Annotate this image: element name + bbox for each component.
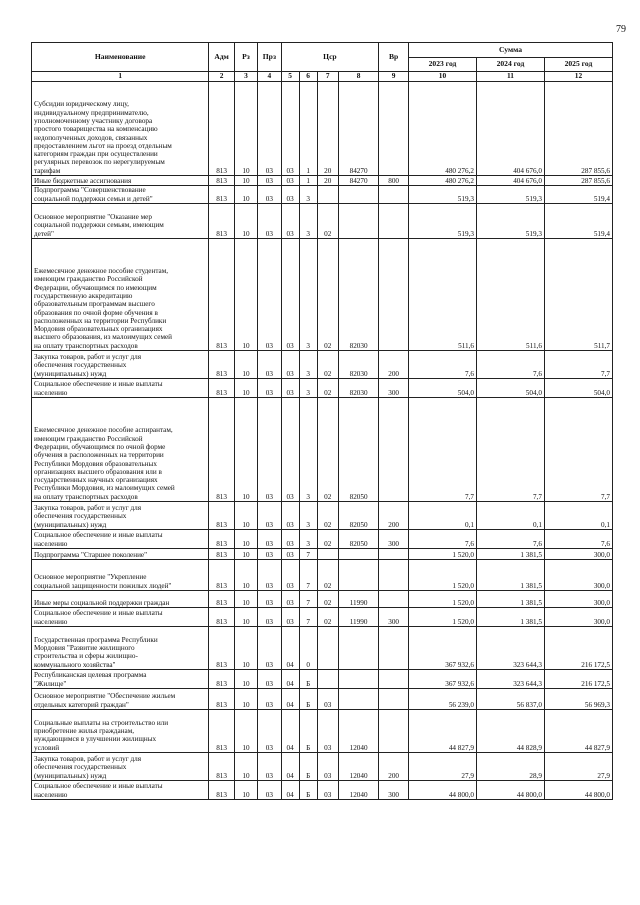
row-name: Социальное обеспечение и иные выплаты населению xyxy=(32,530,209,549)
row-csr-3: 20 xyxy=(317,82,338,176)
row-adm: 813 xyxy=(209,239,234,351)
row-sum-2024: 28,9 xyxy=(476,753,544,781)
row-csr-1: 04 xyxy=(281,781,299,800)
row-csr-3: 02 xyxy=(317,351,338,379)
row-vr: 800 xyxy=(379,176,409,186)
table-row xyxy=(32,591,613,608)
row-csr-2: 3 xyxy=(299,502,317,530)
row-name: Иные бюджетные ассигнования xyxy=(32,176,209,186)
row-sum-2024: 1 381,5 xyxy=(476,591,544,608)
row-sum-2024: 504,0 xyxy=(476,379,544,398)
table-row xyxy=(32,753,613,781)
row-rz: 10 xyxy=(234,351,257,379)
row-adm: 813 xyxy=(209,627,234,670)
row-rz: 10 xyxy=(234,670,257,689)
table-row xyxy=(32,549,613,560)
row-csr-2: 1 xyxy=(299,176,317,186)
row-name: Ежемесячное денежное пособие студентам, имеющим гражданство Российской Федерации, обучающимся по имеющим государственную аккредитацию образовательным программам высшего образования по очной форме обучения в расположенных на территории Республики Мордовия образовательных организациях высшего образования, из малоимущих семей на оплату транспортных расходов xyxy=(32,239,209,351)
column-number: 12 xyxy=(544,72,612,82)
row-sum-2025: 300,0 xyxy=(544,560,612,591)
row-sum-2023: 7,6 xyxy=(409,530,477,549)
row-vr xyxy=(379,239,409,351)
row-csr-4 xyxy=(338,670,378,689)
row-sum-2023: 1 520,0 xyxy=(409,560,477,591)
row-sum-2024: 404 676,0 xyxy=(476,82,544,176)
table-body xyxy=(32,82,613,800)
column-number: 11 xyxy=(476,72,544,82)
row-csr-2: 7 xyxy=(299,591,317,608)
row-csr-1: 03 xyxy=(281,502,299,530)
table-row xyxy=(32,530,613,549)
row-csr-4: 82050 xyxy=(338,502,378,530)
row-sum-2025: 7,7 xyxy=(544,351,612,379)
row-csr-1: 03 xyxy=(281,351,299,379)
row-prz: 03 xyxy=(258,608,281,627)
row-csr-3: 02 xyxy=(317,239,338,351)
row-name: Республиканская целевая программа "Жилище" xyxy=(32,670,209,689)
row-csr-4: 84270 xyxy=(338,176,378,186)
row-sum-2024: 44 828,9 xyxy=(476,710,544,753)
row-name: Закупка товаров, работ и услуг для обеспечения государственных (муниципальных) нужд xyxy=(32,351,209,379)
row-rz: 10 xyxy=(234,710,257,753)
row-csr-4 xyxy=(338,560,378,591)
row-sum-2024: 323 644,3 xyxy=(476,627,544,670)
table-row xyxy=(32,239,613,351)
row-name: Государственная программа Республики Мордовия "Развитие жилищного строительства и сферы жилищно- коммунального хозяйства" xyxy=(32,627,209,670)
row-rz: 10 xyxy=(234,627,257,670)
table-row xyxy=(32,379,613,398)
row-csr-1: 03 xyxy=(281,398,299,502)
row-csr-2: 3 xyxy=(299,204,317,239)
row-csr-2: 3 xyxy=(299,351,317,379)
row-sum-2023: 519,3 xyxy=(409,186,477,204)
row-csr-1: 04 xyxy=(281,753,299,781)
row-csr-4: 12040 xyxy=(338,710,378,753)
column-number: 9 xyxy=(379,72,409,82)
row-sum-2024: 56 837,0 xyxy=(476,689,544,710)
budget-table xyxy=(31,42,613,800)
row-sum-2023: 504,0 xyxy=(409,379,477,398)
row-adm: 813 xyxy=(209,591,234,608)
column-number: 2 xyxy=(209,72,234,82)
row-sum-2025: 519,4 xyxy=(544,186,612,204)
row-sum-2025: 300,0 xyxy=(544,591,612,608)
row-sum-2023: 44 827,9 xyxy=(409,710,477,753)
row-sum-2024: 7,6 xyxy=(476,530,544,549)
row-prz: 03 xyxy=(258,502,281,530)
row-csr-2: 1 xyxy=(299,82,317,176)
row-vr xyxy=(379,82,409,176)
row-name: Закупка товаров, работ и услуг для обеспечения государственных (муниципальных) нужд xyxy=(32,753,209,781)
row-csr-3: 03 xyxy=(317,753,338,781)
row-name: Иные меры социальной поддержки граждан xyxy=(32,591,209,608)
row-sum-2024: 1 381,5 xyxy=(476,549,544,560)
row-sum-2024: 7,6 xyxy=(476,351,544,379)
row-vr xyxy=(379,591,409,608)
row-vr xyxy=(379,549,409,560)
header-year-2024: 2024 год xyxy=(476,58,544,72)
row-sum-2025: 504,0 xyxy=(544,379,612,398)
row-csr-3: 03 xyxy=(317,689,338,710)
row-csr-3 xyxy=(317,549,338,560)
row-prz: 03 xyxy=(258,204,281,239)
row-csr-3: 02 xyxy=(317,530,338,549)
row-name: Основное мероприятие "Обеспечение жильем отдельных категорий граждан" xyxy=(32,689,209,710)
page-number: 79 xyxy=(616,24,626,35)
row-sum-2023: 1 520,0 xyxy=(409,608,477,627)
row-prz: 03 xyxy=(258,82,281,176)
table-row xyxy=(32,398,613,502)
row-sum-2024: 7,7 xyxy=(476,398,544,502)
row-vr xyxy=(379,670,409,689)
row-csr-3: 02 xyxy=(317,591,338,608)
row-adm: 813 xyxy=(209,689,234,710)
row-prz: 03 xyxy=(258,398,281,502)
row-adm: 813 xyxy=(209,351,234,379)
header-prz: Прз xyxy=(258,43,281,72)
header-csr: Цср xyxy=(281,43,379,72)
row-csr-4: 82050 xyxy=(338,398,378,502)
row-csr-4 xyxy=(338,204,378,239)
row-csr-3 xyxy=(317,627,338,670)
table-row xyxy=(32,608,613,627)
row-csr-1: 03 xyxy=(281,176,299,186)
row-csr-1: 04 xyxy=(281,689,299,710)
row-name: Подпрограмма "Совершенствование социальной поддержки семьи и детей" xyxy=(32,186,209,204)
row-csr-1: 03 xyxy=(281,549,299,560)
header-year-2025: 2025 год xyxy=(544,58,612,72)
row-vr: 300 xyxy=(379,781,409,800)
table-header xyxy=(32,43,613,82)
row-sum-2024: 1 381,5 xyxy=(476,560,544,591)
table-row xyxy=(32,82,613,176)
row-rz: 10 xyxy=(234,689,257,710)
table-row xyxy=(32,502,613,530)
row-csr-4: 12040 xyxy=(338,753,378,781)
row-vr: 200 xyxy=(379,351,409,379)
row-rz: 10 xyxy=(234,591,257,608)
row-sum-2023: 7,6 xyxy=(409,351,477,379)
row-prz: 03 xyxy=(258,186,281,204)
row-sum-2024: 1 381,5 xyxy=(476,608,544,627)
row-rz: 10 xyxy=(234,502,257,530)
row-vr: 200 xyxy=(379,753,409,781)
row-rz: 10 xyxy=(234,82,257,176)
row-adm: 813 xyxy=(209,608,234,627)
row-csr-3: 03 xyxy=(317,710,338,753)
row-prz: 03 xyxy=(258,710,281,753)
row-vr: 300 xyxy=(379,379,409,398)
row-adm: 813 xyxy=(209,560,234,591)
row-sum-2023: 480 276,2 xyxy=(409,176,477,186)
row-csr-3: 02 xyxy=(317,204,338,239)
row-sum-2025: 216 172,5 xyxy=(544,627,612,670)
row-name: Основное мероприятие "Укрепление социальной защищенности пожилых людей" xyxy=(32,560,209,591)
column-number: 1 xyxy=(32,72,209,82)
row-csr-2: Б xyxy=(299,753,317,781)
row-sum-2023: 1 520,0 xyxy=(409,549,477,560)
table-row xyxy=(32,781,613,800)
row-sum-2025: 7,6 xyxy=(544,530,612,549)
row-sum-2024: 511,6 xyxy=(476,239,544,351)
row-sum-2024: 404 676,0 xyxy=(476,176,544,186)
row-csr-4 xyxy=(338,627,378,670)
column-number: 7 xyxy=(317,72,338,82)
row-prz: 03 xyxy=(258,781,281,800)
row-csr-4: 82030 xyxy=(338,351,378,379)
row-csr-1: 03 xyxy=(281,204,299,239)
row-sum-2025: 27,9 xyxy=(544,753,612,781)
header-sum: Сумма xyxy=(409,43,613,58)
row-adm: 813 xyxy=(209,379,234,398)
row-vr: 200 xyxy=(379,502,409,530)
row-name: Основное мероприятие "Оказание мер социальной поддержки семьям, имеющим детей" xyxy=(32,204,209,239)
row-sum-2024: 44 800,0 xyxy=(476,781,544,800)
row-sum-2025: 287 855,6 xyxy=(544,82,612,176)
row-prz: 03 xyxy=(258,530,281,549)
row-csr-2: Б xyxy=(299,781,317,800)
row-csr-4: 82030 xyxy=(338,239,378,351)
row-csr-1: 03 xyxy=(281,82,299,176)
row-sum-2025: 44 827,9 xyxy=(544,710,612,753)
row-vr xyxy=(379,204,409,239)
row-sum-2025: 300,0 xyxy=(544,608,612,627)
row-sum-2023: 44 800,0 xyxy=(409,781,477,800)
row-adm: 813 xyxy=(209,186,234,204)
row-csr-2: Б xyxy=(299,710,317,753)
row-csr-1: 03 xyxy=(281,379,299,398)
row-adm: 813 xyxy=(209,781,234,800)
row-csr-4: 11990 xyxy=(338,608,378,627)
row-prz: 03 xyxy=(258,560,281,591)
row-csr-2: 3 xyxy=(299,186,317,204)
column-number: 8 xyxy=(338,72,378,82)
row-adm: 813 xyxy=(209,176,234,186)
table-row xyxy=(32,710,613,753)
row-vr xyxy=(379,689,409,710)
row-sum-2023: 27,9 xyxy=(409,753,477,781)
row-rz: 10 xyxy=(234,204,257,239)
row-prz: 03 xyxy=(258,753,281,781)
row-name: Социальное обеспечение и иные выплаты населению xyxy=(32,379,209,398)
column-number: 10 xyxy=(409,72,477,82)
column-number: 3 xyxy=(234,72,257,82)
column-number: 4 xyxy=(258,72,281,82)
row-csr-2: Б xyxy=(299,670,317,689)
row-csr-4 xyxy=(338,689,378,710)
row-sum-2023: 367 932,6 xyxy=(409,670,477,689)
row-csr-1: 04 xyxy=(281,670,299,689)
row-sum-2024: 323 644,3 xyxy=(476,670,544,689)
header-adm: Адм xyxy=(209,43,234,72)
row-csr-1: 04 xyxy=(281,710,299,753)
header-vr: Вр xyxy=(379,43,409,72)
row-csr-1: 03 xyxy=(281,608,299,627)
header-year-2023: 2023 год xyxy=(409,58,477,72)
column-number: 5 xyxy=(281,72,299,82)
row-csr-2: 3 xyxy=(299,239,317,351)
row-csr-2: 3 xyxy=(299,398,317,502)
row-rz: 10 xyxy=(234,186,257,204)
row-csr-1: 03 xyxy=(281,560,299,591)
row-prz: 03 xyxy=(258,176,281,186)
row-sum-2025: 216 172,5 xyxy=(544,670,612,689)
row-csr-1: 03 xyxy=(281,239,299,351)
row-rz: 10 xyxy=(234,560,257,591)
row-sum-2024: 519,3 xyxy=(476,204,544,239)
row-csr-1: 04 xyxy=(281,627,299,670)
row-csr-3 xyxy=(317,670,338,689)
row-csr-1: 03 xyxy=(281,591,299,608)
row-name: Социальное обеспечение и иные выплаты населению xyxy=(32,608,209,627)
row-adm: 813 xyxy=(209,204,234,239)
row-adm: 813 xyxy=(209,549,234,560)
row-rz: 10 xyxy=(234,176,257,186)
row-csr-4 xyxy=(338,186,378,204)
table-row xyxy=(32,627,613,670)
header-rz: Рз xyxy=(234,43,257,72)
row-vr xyxy=(379,398,409,502)
row-csr-4: 82050 xyxy=(338,530,378,549)
row-adm: 813 xyxy=(209,530,234,549)
row-csr-2: 3 xyxy=(299,530,317,549)
table-row xyxy=(32,204,613,239)
row-rz: 10 xyxy=(234,608,257,627)
row-csr-3: 02 xyxy=(317,502,338,530)
row-rz: 10 xyxy=(234,398,257,502)
row-rz: 10 xyxy=(234,239,257,351)
row-csr-3: 03 xyxy=(317,781,338,800)
row-vr xyxy=(379,186,409,204)
table-row xyxy=(32,560,613,591)
row-name: Социальное обеспечение и иные выплаты населению xyxy=(32,781,209,800)
row-csr-3: 02 xyxy=(317,398,338,502)
row-sum-2025: 44 800,0 xyxy=(544,781,612,800)
row-csr-3: 02 xyxy=(317,608,338,627)
row-vr xyxy=(379,627,409,670)
column-number: 6 xyxy=(299,72,317,82)
row-vr: 300 xyxy=(379,530,409,549)
row-prz: 03 xyxy=(258,351,281,379)
row-prz: 03 xyxy=(258,670,281,689)
row-sum-2023: 480 276,2 xyxy=(409,82,477,176)
row-sum-2023: 511,6 xyxy=(409,239,477,351)
row-rz: 10 xyxy=(234,530,257,549)
row-prz: 03 xyxy=(258,689,281,710)
row-csr-4: 84270 xyxy=(338,82,378,176)
row-csr-4: 12040 xyxy=(338,781,378,800)
row-adm: 813 xyxy=(209,753,234,781)
row-sum-2025: 7,7 xyxy=(544,398,612,502)
row-rz: 10 xyxy=(234,379,257,398)
table-row xyxy=(32,186,613,204)
row-prz: 03 xyxy=(258,627,281,670)
row-adm: 813 xyxy=(209,670,234,689)
row-csr-4 xyxy=(338,549,378,560)
table-row xyxy=(32,689,613,710)
row-name: Ежемесячное денежное пособие аспирантам, имеющим гражданство Российской Федерации, обучающимся по очной форме обучения в расположенных на территории Республики Мордовия образовательных организациях высшего образования или в государственных научных организациях Республики Мордовия, из малоимущих семей на оплату транспортных расходов xyxy=(32,398,209,502)
row-sum-2023: 1 520,0 xyxy=(409,591,477,608)
table-row xyxy=(32,176,613,186)
row-sum-2025: 0,1 xyxy=(544,502,612,530)
row-adm: 813 xyxy=(209,398,234,502)
row-csr-3: 02 xyxy=(317,560,338,591)
header-name: Наименование xyxy=(32,43,209,72)
row-csr-4: 11990 xyxy=(338,591,378,608)
table-row xyxy=(32,670,613,689)
row-sum-2024: 0,1 xyxy=(476,502,544,530)
row-sum-2023: 519,3 xyxy=(409,204,477,239)
row-csr-1: 03 xyxy=(281,530,299,549)
row-csr-1: 03 xyxy=(281,186,299,204)
row-adm: 813 xyxy=(209,82,234,176)
row-csr-2: 7 xyxy=(299,549,317,560)
row-sum-2023: 0,1 xyxy=(409,502,477,530)
row-name: Социальные выплаты на строительство или приобретение жилья гражданам, нуждающимся в улучшении жилищных условий xyxy=(32,710,209,753)
row-adm: 813 xyxy=(209,502,234,530)
row-name: Подпрограмма "Старшее поколение" xyxy=(32,549,209,560)
row-sum-2023: 56 239,0 xyxy=(409,689,477,710)
row-name: Закупка товаров, работ и услуг для обеспечения государственных (муниципальных) нужд xyxy=(32,502,209,530)
row-csr-2: 7 xyxy=(299,560,317,591)
row-prz: 03 xyxy=(258,591,281,608)
row-vr xyxy=(379,560,409,591)
row-sum-2024: 519,3 xyxy=(476,186,544,204)
row-sum-2025: 56 969,3 xyxy=(544,689,612,710)
row-vr xyxy=(379,710,409,753)
row-rz: 10 xyxy=(234,549,257,560)
row-sum-2025: 300,0 xyxy=(544,549,612,560)
row-name: Субсидии юридическому лицу, индивидуальному предпринимателю, уполномоченному участнику договора простого товарищества на компенсацию недополученных доходов, связанных предоставлением льгот на проезд отдельным категориям граждан при осуществлении регулярных перевозок по нерегулируемым тарифам xyxy=(32,82,209,176)
row-csr-3: 20 xyxy=(317,176,338,186)
row-csr-2: 7 xyxy=(299,608,317,627)
row-sum-2025: 287 855,6 xyxy=(544,176,612,186)
row-prz: 03 xyxy=(258,549,281,560)
row-prz: 03 xyxy=(258,379,281,398)
row-sum-2025: 511,7 xyxy=(544,239,612,351)
row-csr-2: 3 xyxy=(299,379,317,398)
row-sum-2023: 7,7 xyxy=(409,398,477,502)
row-prz: 03 xyxy=(258,239,281,351)
row-csr-2: 0 xyxy=(299,627,317,670)
row-csr-2: Б xyxy=(299,689,317,710)
row-rz: 10 xyxy=(234,781,257,800)
row-csr-3: 02 xyxy=(317,379,338,398)
row-vr: 300 xyxy=(379,608,409,627)
row-sum-2025: 519,4 xyxy=(544,204,612,239)
row-csr-4: 82030 xyxy=(338,379,378,398)
table-row xyxy=(32,351,613,379)
row-adm: 813 xyxy=(209,710,234,753)
row-sum-2023: 367 932,6 xyxy=(409,627,477,670)
row-csr-3 xyxy=(317,186,338,204)
row-rz: 10 xyxy=(234,753,257,781)
